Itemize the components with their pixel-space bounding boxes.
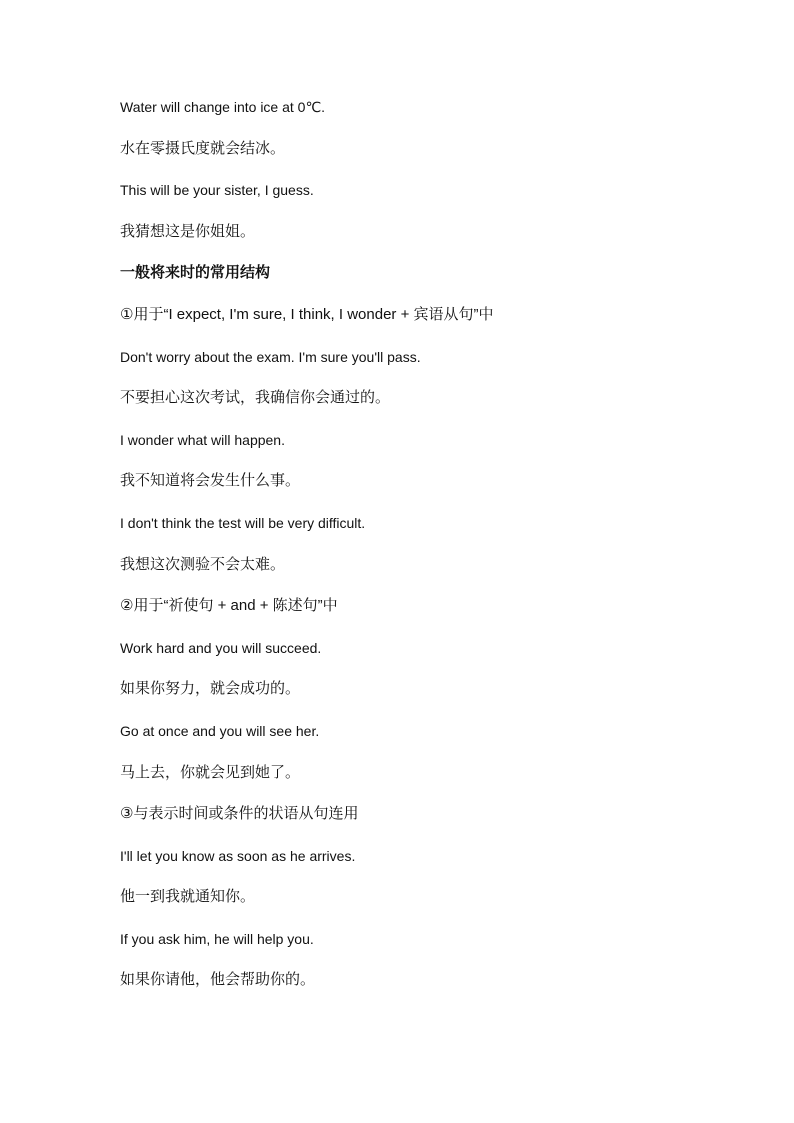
example-translation-zh: 他一到我就通知你。 — [120, 888, 256, 906]
example-sentence-en: Go at once and you will see her. — [120, 722, 320, 739]
structure-rule-1: ①用于“I expect, I'm sure, I think, I wonder + 宾语从句”中 — [120, 305, 494, 323]
example-sentence-en: Don't worry about the exam. I'm sure you'll pass. — [120, 348, 421, 365]
example-sentence-en: Work hard and you will succeed. — [120, 639, 322, 656]
example-translation-zh: 我不知道将会发生什么事。 — [120, 472, 301, 490]
structure-rule-2: ②用于“祈使句 + and + 陈述句”中 — [120, 597, 338, 615]
example-translation-zh: 如果你请他，他会帮助你的。 — [120, 971, 316, 989]
example-translation-zh: 水在零摄氏度就会结冰。 — [120, 139, 286, 157]
section-heading: 一般将来时的常用结构 — [120, 264, 271, 282]
example-translation-zh: 我猜想这是你姐姐。 — [120, 222, 256, 240]
example-translation-zh: 马上去，你就会见到她了。 — [120, 763, 301, 781]
structure-rule-3: ③与表示时间或条件的状语从句连用 — [120, 805, 359, 823]
document-page — [120, 96, 720, 1011]
example-translation-zh: 我想这次测验不会太难。 — [120, 555, 286, 573]
example-translation-zh: 如果你努力，就会成功的。 — [120, 680, 301, 698]
example-sentence-en: If you ask him, he will help you. — [120, 930, 314, 947]
example-sentence-en: I wonder what will happen. — [120, 431, 285, 448]
example-translation-zh: 不要担心这次考试，我确信你会通过的。 — [120, 389, 391, 407]
example-sentence-en: I'll let you know as soon as he arrives. — [120, 847, 356, 864]
example-sentence-en: This will be your sister, I guess. — [120, 182, 314, 199]
example-sentence-en: Water will change into ice at 0℃. — [120, 99, 326, 115]
example-sentence-en: I don't think the test will be very difficult. — [120, 514, 366, 531]
